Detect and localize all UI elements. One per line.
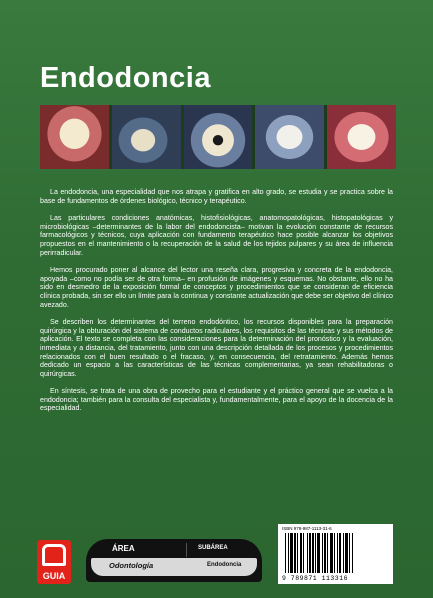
area-values [91, 558, 257, 576]
area-header [86, 541, 262, 557]
blurb-paragraph: La endodoncia, una especialidad que nos atrapa y gratifica en alto grado, se estudia y se practica sobre la base de fundamentos de órdenes biológico, técnico y terapéutico. [40, 188, 393, 205]
area-badge [86, 539, 262, 582]
area-divider [186, 543, 187, 557]
publisher-logo [37, 540, 71, 584]
blurb-paragraph: Se describen los determinantes del terreno endodóntico, los recursos disponibles para la preparación quirúrgica y la obturación del sistema de conductos radiculares, los requisitos de las técnicas y sus métodos de aplicación. El texto se completa con las consideraciones para la determinación del pronóstico y la evaluación, inmediata y a distancia, del tratamiento, junto con una descripción detallada de los procesos y procedimientos relacionados con el buen resultado o el fracaso, y, en consecuencia, del retratamiento. Además hemos dedicado un espacio a las características de las técnicas complementarias, ya sean rehabilitadoras o quirúrgicas. [40, 318, 393, 378]
blurb-paragraph: Hemos procurado poner al alcance del lector una reseña clara, progresiva y concreta de la endodoncia, apoyada –como no podía ser de otra forma– en profusión de imágenes y esquemas. No obstante, ello no ha sido en desmedro de la exposición formal de conceptos y procedimientos que se consideran de eficiencia clínica probada, sin ser ello un límite para la continua y constante actualización que debe ser objetivo del clínico avezado. [40, 266, 393, 309]
logo-text: GUIA [42, 571, 66, 581]
subarea-label: SUBÁREA [198, 545, 228, 551]
restored-tooth-photo [255, 105, 324, 169]
isbn-text: ISBN 978-987-1113-31-6 [282, 526, 332, 531]
lower-teeth-photo [40, 105, 109, 169]
area-label: ÁREA [112, 544, 135, 553]
area-value: Odontología [109, 561, 154, 570]
barcode [278, 524, 393, 584]
book-title: Endodoncia [40, 62, 211, 94]
photo-strip [40, 105, 396, 169]
logo-mark-icon [42, 544, 66, 566]
subarea-value: Endodoncia [207, 562, 242, 568]
barcode-bars-icon [283, 533, 388, 573]
blurb-paragraph: En síntesis, se trata de una obra de provecho para el estudiante y el práctico general que se vuelca a la endodoncia; también para la consulta del especialista y, fundamentalmente, para el apoyo de la docencia de la especialidad. [40, 387, 393, 413]
blurb [40, 188, 393, 422]
smile-photo [327, 105, 396, 169]
crown-prep-photo [112, 105, 181, 169]
barcode-digits: 9 789871 113316 [282, 575, 349, 582]
root-canal-access-photo [184, 105, 253, 169]
blurb-paragraph: Las particulares condiciones anatómicas, histofisiológicas, anatomopatológicas, histopatológicas y microbiológicas –determinantes de la labor del endodoncista– motivan la evolución constante de recursos farmacológicos y técnicos, cuya aplicación con fundamento terapéutico hace posible alcanzar los objetivos propuestos en el mantenimiento o la recuperación de la salud de los tejidos pulpares y su área de influencia perirradicular. [40, 214, 393, 257]
